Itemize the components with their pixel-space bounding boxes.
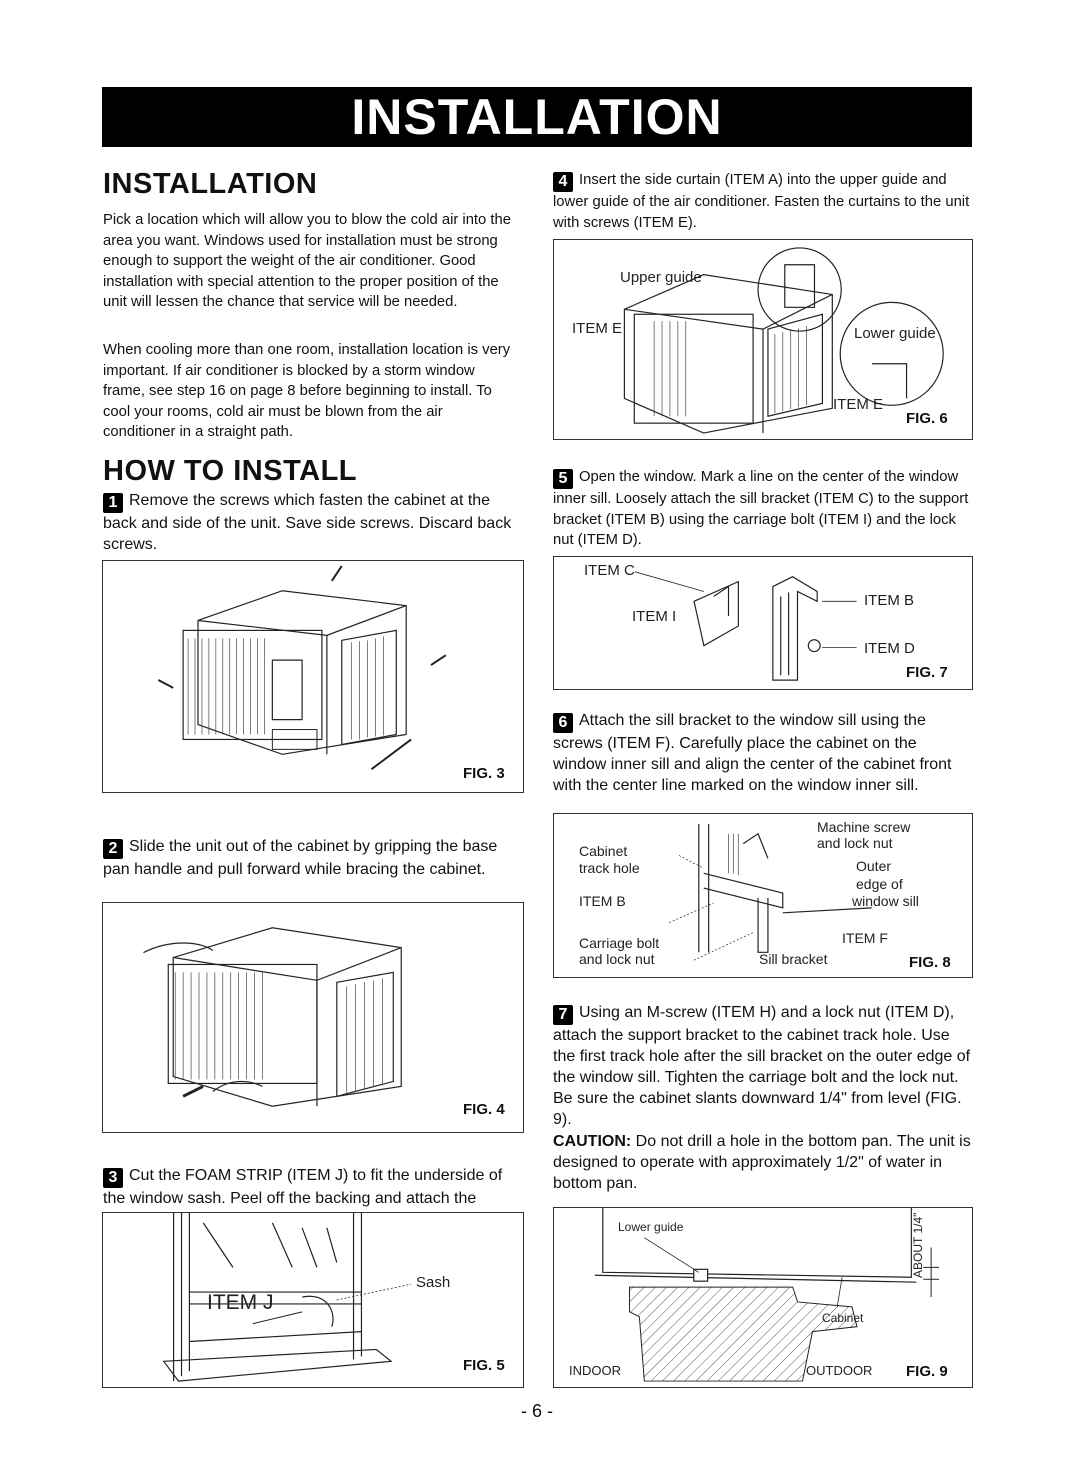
fig-8-item-b-label: ITEM B [579,893,626,909]
step-6-number: 6 [553,713,573,733]
figure-4 [102,902,524,1133]
figure-5 [102,1212,524,1388]
step-1-number: 1 [103,493,123,513]
fig-8-outer-label: Outer [856,858,892,874]
caution-label: CAUTION: [553,1133,632,1150]
fig-8-window-sill-label: window sill [852,893,919,909]
ac-unit-slide-out-illustration [103,903,523,1132]
fig-6-item-e-label-2: ITEM E [833,396,884,413]
fig-8-lock-nut-label: and lock nut [579,951,655,967]
cabinet-slant-cross-section [554,1208,972,1387]
step-3-text: 3 Cut the FOAM STRIP (ITEM J) to fit the underside of the window sash. Peel off the backing and attach the [103,1167,503,1207]
fig-6-label: FIG. 6 [906,410,948,427]
step-7-number: 7 [553,1005,573,1025]
figure-9 [553,1207,973,1388]
page-number: - 6 - [520,1401,553,1421]
fig-8-cabinet-label: Cabinet [579,843,628,859]
fig-5-item-j-label: ITEM J [207,1291,274,1314]
figure-3 [102,560,524,793]
step-2-number: 2 [103,839,123,859]
fig-5-label: FIG. 5 [463,1357,505,1374]
fig-8-edge-of-label: edge of [856,876,903,892]
fig-4-label: FIG. 4 [463,1101,505,1118]
fig-7-item-d-label: ITEM D [864,640,915,657]
step-5-text: 5 Open the window. Mark a line on the center of the window inner sill. Loosely attach the sill bracket (ITEM C) to the support bracket (ITEM B) using the carriage bolt (ITEM I) and the lock nut (ITEM D). [553,469,969,549]
fig-6-lower-guide-label: Lower guide [854,325,936,342]
window-sash-foam-illustration [103,1213,523,1387]
fig-3-label: FIG. 3 [463,765,505,782]
caution-text: CAUTION: Do not drill a hole in the bottom pan. The unit is designed to operate with approximately 1/2" of water in bottom pan. [553,1133,971,1192]
fig-8-carriage-bolt-label: Carriage bolt [579,935,660,951]
fig-7-item-c-label: ITEM C [584,562,635,579]
fig-9-about-label: ABOUT 1/4" [911,1212,925,1278]
fig-8-sill-bracket-label: Sill bracket [759,951,828,967]
fig-8-machine-screw-label: Machine screw [817,819,911,835]
fig-6-item-e-label-1: ITEM E [572,320,623,337]
fig-8-track-hole-label: track hole [579,860,640,876]
step-4-number: 4 [553,172,573,192]
figure-7 [553,556,973,690]
fig-7-label: FIG. 7 [906,664,948,681]
figure-8 [553,813,973,978]
fig-9-indoor-label: INDOOR [569,1363,621,1378]
fig-9-outdoor-label: OUTDOOR [806,1363,873,1378]
fig-9-label: FIG. 9 [906,1363,948,1380]
fig-6-upper-guide-label: Upper guide [620,269,702,286]
step-6-text: 6 Attach the sill bracket to the window sill using the screws (ITEM F). Carefully place the cabinet on the window inner sill and align the center of the cabinet front with the center line marked on the window inner sill. [553,712,952,794]
how-to-install-heading: HOW TO INSTALL [103,455,358,487]
installation-paragraph-2: When cooling more than one room, installation location is very important. If air conditioner is blocked by a storm window frame, see step 16 on page 8 before beginning to install. To cool your rooms, cold air must be blown from the air conditioner in a straight path. [103,342,511,441]
step-7-text: 7 Using an M-screw (ITEM H) and a lock nut (ITEM D), attach the support bracket to the cabinet track hole. Use the first track hole after the sill bracket on the outer edge of the window sill. Tighten the carriage bolt and the lock nut. Be sure the cabinet slants downward 1/4" from level (FIG. 9). [553,1004,971,1128]
fig-8-machine-lock-nut-label: and lock nut [817,835,893,851]
step-2-text: 2 Slide the unit out of the cabinet by gripping the base pan handle and pull forward while bracing the cabinet. [103,838,498,878]
figure-6 [553,239,973,440]
fig-7-item-i-label: ITEM I [632,608,677,625]
fig-8-item-f-label: ITEM F [842,930,888,946]
step-5-number: 5 [553,469,573,489]
ac-unit-illustration-fig3 [103,561,523,792]
fig-5-sash-label: Sash [416,1274,451,1291]
installation-paragraph-1: Pick a location which will allow you to blow the cold air into the area you want. Windows used for installation must be strong enough to support the weight of the air conditioner. Good installation with special attention to the proper position of the unit will lessen the chance that service will be needed. [103,212,511,311]
fig-9-cabinet-label: Cabinet [822,1311,864,1325]
page-banner: INSTALLATION [102,87,972,147]
step-3-number: 3 [103,1168,123,1188]
fig-8-label: FIG. 8 [909,954,951,971]
fig-7-item-b-label: ITEM B [864,592,915,609]
installation-heading: INSTALLATION [103,168,318,200]
fig-9-lower-guide-label: Lower guide [618,1220,684,1234]
step-1-text: 1 Remove the screws which fasten the cabinet at the back and side of the unit. Save side screws. Discard back screws. [103,492,512,553]
step-4-text: 4 Insert the side curtain (ITEM A) into the upper guide and lower guide of the air conditioner. Fasten the curtains to the unit with screws (ITEM E). [553,172,970,231]
